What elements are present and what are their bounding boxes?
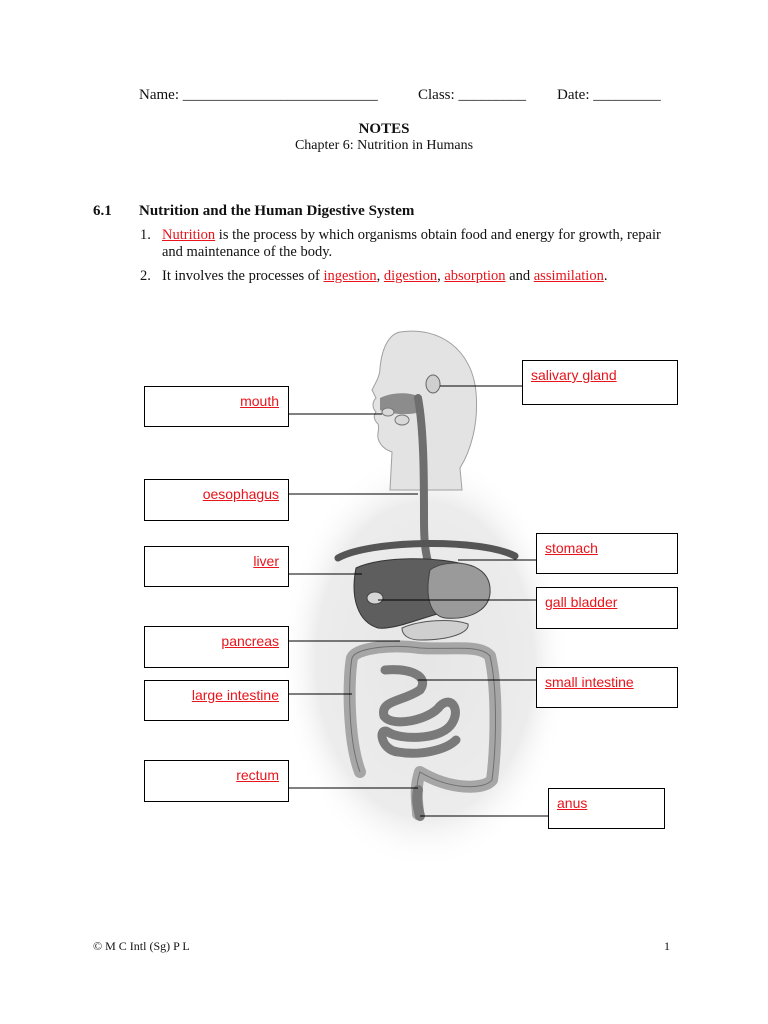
label-box-anus: anus	[548, 788, 665, 829]
rectum-organ	[417, 790, 420, 816]
label-box-pancreas: pancreas	[144, 626, 289, 668]
footer-copyright: © M C Intl (Sg) P L	[93, 939, 190, 953]
page-subtitle: Chapter 6: Nutrition in Humans	[294, 138, 474, 153]
date-field: Date: _________	[557, 87, 661, 103]
list-item: Nutrition is the process by which organisms obtain food and energy for growth, repair and maintenance of the body.	[162, 227, 661, 260]
list-item-number: 1.	[140, 227, 151, 243]
answer-ingestion: ingestion	[323, 268, 377, 284]
answer-nutrition: Nutrition	[162, 227, 216, 243]
label-box-mouth: mouth	[144, 386, 289, 427]
label-box-oesophagus: oesophagus	[144, 479, 289, 521]
name-field: Name: __________________________	[139, 87, 378, 103]
list-item-number: 2.	[140, 268, 151, 284]
answer-assimilation: assimilation	[533, 268, 604, 284]
label-box-liver: liver	[144, 546, 289, 587]
section-title: Nutrition and the Human Digestive System	[139, 203, 415, 219]
label-box-rectum: rectum	[144, 760, 289, 802]
list-item: It involves the processes of ingestion, digestion, absorption and assimilation.	[162, 268, 608, 284]
page-number: 1	[664, 939, 670, 953]
gall-bladder-organ	[367, 592, 383, 604]
label-box-stomach: stomach	[536, 533, 678, 574]
section-number: 6.1	[93, 203, 112, 219]
class-field: Class: _________	[418, 87, 526, 103]
label-box-large-intestine: large intestine	[144, 680, 289, 721]
answer-absorption: absorption	[444, 268, 506, 284]
page-title: NOTES	[358, 121, 410, 137]
label-box-salivary-gland: salivary gland	[522, 360, 678, 405]
stomach-organ	[428, 563, 490, 618]
label-box-small-intestine: small intestine	[536, 667, 678, 708]
answer-digestion: digestion	[383, 268, 438, 284]
label-box-gall-bladder: gall bladder	[536, 587, 678, 629]
